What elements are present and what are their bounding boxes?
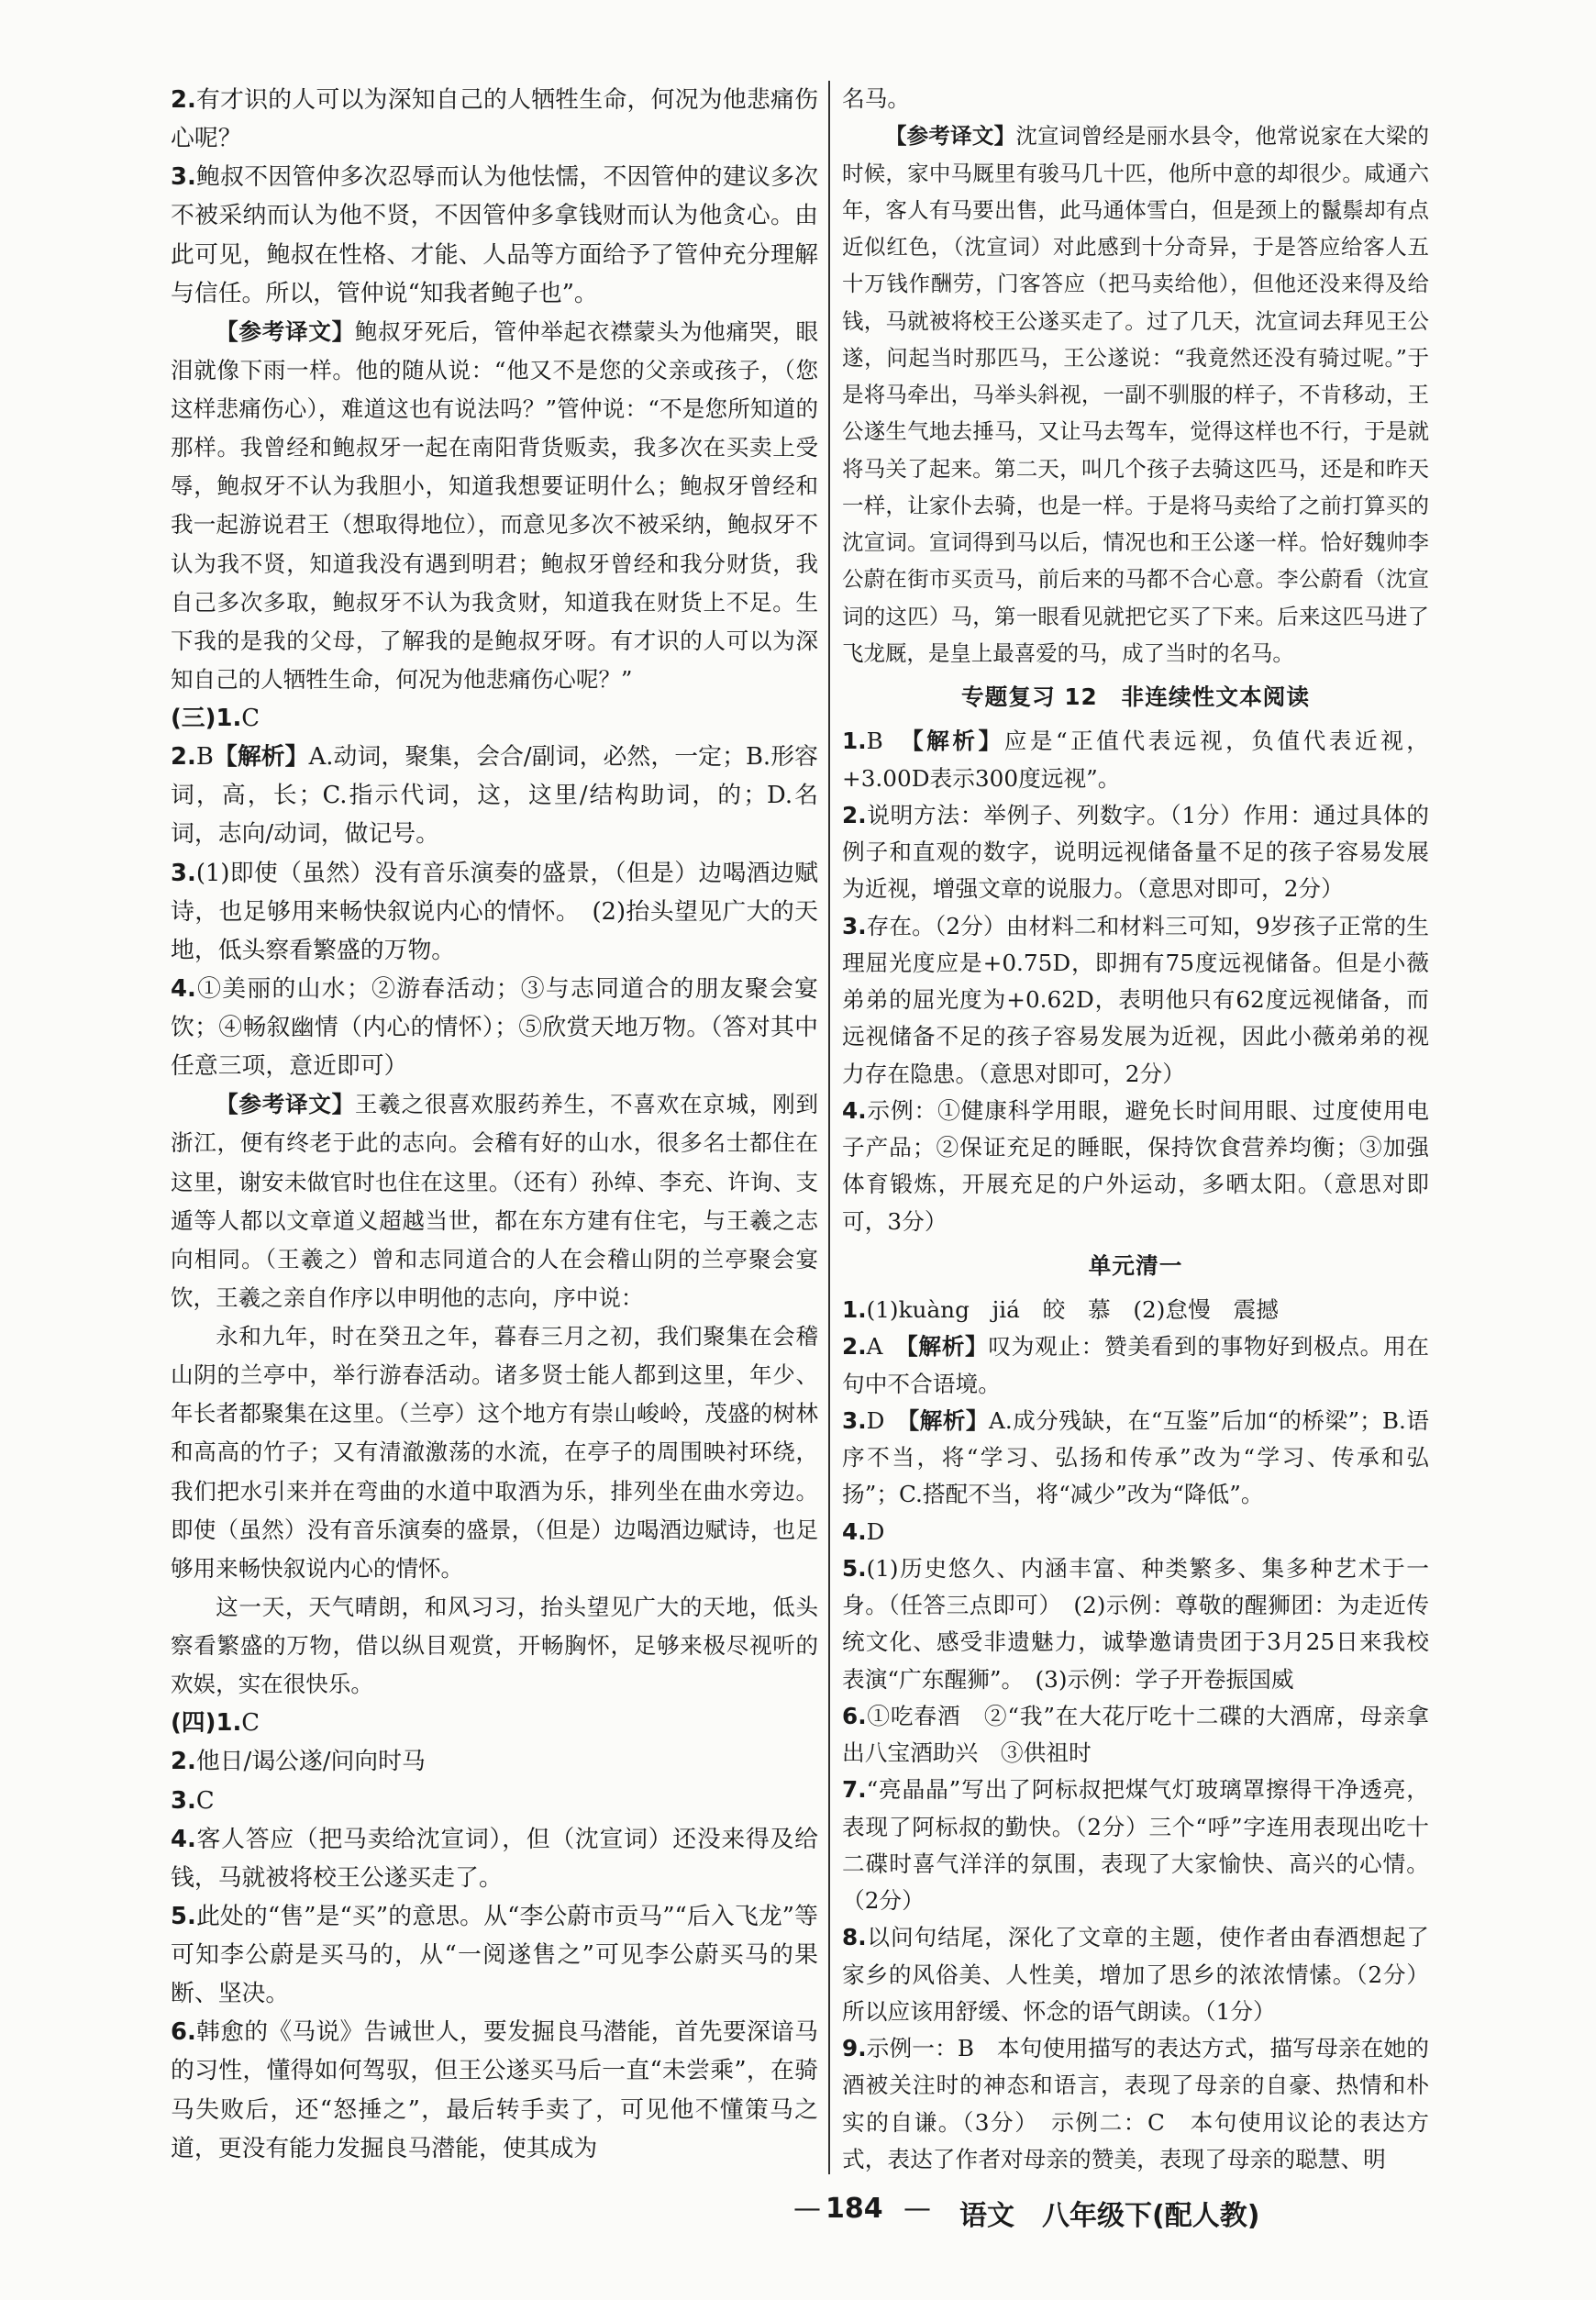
- answer-item: 6.韩愈的《马说》告诫世人，要发掘良马潜能，首先要深谙马的习性，懂得如何驾驭，但王公遂买马后一直“未尝乘”，在骑马失败后，还“怒捶之”，最后转手卖了，可见他不懂策马之道，更没有能力发掘良马潜能，使其成为: [171, 2018, 818, 2162]
- reference-translation: 【参考译文】沈宣词曾经是丽水县令，他常说家在大梁的时候，家中马厩里有骏马几十匹，他所中意的却很少。咸通六年，客人有马要出售，此马通体雪白，但是颈上的鬣鬃却有点近似红色，（沈宣词）对此感到十分奇异，于是答应给客人五十万钱作酬劳，门客答应（把马卖给他），但他还没来得及给钱，马就被将校王公遂买走了。过了几天，沈宣词去拜见王公遂，问起当时那匹马，王公遂说：“我竟然还没有骑过呢。”于是将马牵出，马举头斜视，一副不驯服的样子，不肯移动，王公遂生气地去捶马，又让马去驾车，觉得这样也不行，于是就将马关了起来。第二天，叫几个孩子去骑这匹马，还是和昨天一样，让家仆去骑，也是一样。于是将马卖给了之前打算买的沈宣词。宣词得到马以后，情况也和王公遂一样。恰好魏帅李公蔚在街市买贡马，前后来的马都不合心意。李公蔚看（沈宣词的这匹）马，第一眼看见就把它买了下来。后来这匹马进了飞龙厩，是皇上最喜爱的马，成了当时的名马。: [842, 123, 1430, 666]
- answer-item: 3.(1)即使（虽然）没有音乐演奏的盛景，（但是）边喝酒边赋诗，也足够用来畅快叙说内心的情怀。 (2)抬头望见广大的天地，低头察看繁盛的万物。: [171, 859, 818, 964]
- column-divider: [828, 81, 830, 2174]
- reference-translation: 【参考译文】王羲之很喜欢服药养生，不喜欢在京城，刚到浙江，便有终老于此的志向。会稽有好的山水，很多名士都住在这里，谢安未做官时也住在这里。（还有）孙绰、李充、许询、支遁等人都以文章道义超越当世，都在东方建有住宅，与王羲之志向相同。（王羲之）曾和志同道合的人在会稽山阴的兰亭聚会宴饮，王羲之亲自作序以申明他的志向，序中说：: [171, 1091, 819, 1311]
- page-number: 184: [826, 2193, 883, 2225]
- answer-item: 2.说明方法：举例子、列数字。（1分）作用：通过具体的例子和直观的数字，说明远视储备量不足的孩子容易发展为近视，增强文章的说服力。（意思对即可，2分）: [842, 801, 1429, 903]
- answer-item: 2.B【解析】A.动词，聚集，会合/副词，必然，一定；B.形容词，高，长；C.指示代词，这，这里/结构助词，的；D.名词，志向/动词，做记号。: [171, 743, 818, 849]
- answer-item: 4.示例：①健康科学用眼，避免长时间用眼、过度使用电子产品；②保证充足的睡眠，保持饮食营养均衡；③加强体育锻炼，开展充足的户外运动，多晒太阳。（意思对即可，3分）: [842, 1096, 1429, 1235]
- section-heading: 单元清一: [1088, 1251, 1183, 1279]
- translation-paragraph: 永和九年，时在癸丑之年，暮春三月之初，我们聚集在会稽山阴的兰亭中，举行游春活动。诸多贤士能人都到这里，年少、年长者都聚集在这里。（兰亭）这个地方有崇山峻岭，茂盛的树林和高高的竹子；又有清澈激荡的水流，在亭子的周围映衬环绕，我们把水引来并在弯曲的水道中取酒为乐，排列坐在曲水旁边。即使（虽然）没有音乐演奏的盛景，（但是）边喝酒边赋诗，也足够用来畅快叙说内心的情怀。: [171, 1323, 818, 1582]
- answer-item: (四)1.C: [171, 1709, 260, 1738]
- answer-item: 2.有才识的人可以为深知自己的人牺牲生命，何况为他悲痛伤心呢？: [171, 86, 818, 153]
- translation-paragraph: 这一天，天气晴朗，和风习习，抬头望见广大的天地，低头察看繁盛的万物，借以纵目观赏，开畅胸怀，足够来极尽视听的欢娱，实在很快乐。: [171, 1593, 818, 1698]
- answer-item: 3.存在。（2分）由材料二和材料三可知，9岁孩子正常的生理屈光度应是+0.75D，即拥有75度远视储备。但是小薇弟弟的屈光度为+0.62D，表明他只有62度远视储备，而远视储备不足的孩子容易发展为近视，因此小薇弟弟的视力存在隐患。（意思对即可，2分）: [842, 912, 1429, 1087]
- book-subject: 语文 八年级下(配人教): [959, 2200, 1260, 2232]
- answer-item: 8.以问句结尾，深化了文章的主题，使作者由春酒想起了家乡的风俗美、人性美，增加了思乡的浓浓情愫。（2分）所以应该用舒缓、怀念的语气朗读。（1分）: [842, 1924, 1429, 2025]
- answer-item: 1.B 【解析】应是“正值代表远视，负值代表近视，+3.00D表示300度远视”。: [842, 728, 1429, 792]
- section-heading: 专题复习 12 非连续性文本阅读: [960, 683, 1311, 710]
- answer-item: 3.鲍叔不因管仲多次忍辱而认为他怯懦，不因管仲的建议多次不被采纳而认为他不贤，不因管仲多拿钱财而认为他贪心。由此可见，鲍叔在性格、才能、人品等方面给予了管仲充分理解与信任。所以，管仲说“知我者鲍子也”。: [171, 163, 818, 307]
- answer-item: 7.“亮晶晶”写出了阿标叔把煤气灯玻璃罩擦得干净透亮，表现了阿标叔的勤快。（2分）三个“呼”字连用表现出吃十二碟时喜气洋洋的氛围，表现了大家愉快、高兴的心情。（2分）: [842, 1776, 1429, 1914]
- footer-dash: —: [903, 2193, 931, 2225]
- answer-item: 3.C: [171, 1786, 215, 1815]
- answer-item: 2.A 【解析】叹为观止：赞美看到的事物好到极点。用在句中不合语境。: [842, 1333, 1430, 1397]
- right-column: [842, 81, 1429, 2178]
- answer-item: 5.此处的“售”是“买”的意思。从“李公蔚市贡马”“后入飞龙”等可知李公蔚是买马的，从“一阅遂售之”可见李公蔚买马的果断、坚决。: [171, 1902, 818, 2008]
- answer-item: 2.他日/谒公遂/问向时马: [171, 1748, 426, 1776]
- footer-dash: —: [793, 2193, 821, 2225]
- answer-item: 1.(1)kuàng jiá 皎 慕 (2)怠慢 震撼: [842, 1296, 1279, 1323]
- answer-item: 9.示例一：B 本句使用描写的表达方式，描写母亲在她的酒被关注时的神态和语言，表现了母亲的自豪、热情和朴实的自谦。（3分） 示例二：C 本句使用议论的表达方式，表达了作者对母亲的赞美，表现了母亲的聪慧、明: [842, 2035, 1429, 2172]
- answer-item: 6.①吃春酒 ②“我”在大花厅吃十二碟的大酒席，母亲拿出八宝酒助兴 ③供祖时: [842, 1702, 1429, 1766]
- answer-item: 5.(1)历史悠久、内涵丰富、种类繁多、集多种艺术于一身。（任答三点即可） (2)示例：尊敬的醒狮团：为走近传统文化、感受非遗魅力，诚挚邀请贵团于3月25日来我校表演“广东醒狮”。 (3)示例：学子开卷振国威: [842, 1554, 1429, 1693]
- answer-item: 名马。: [842, 85, 911, 112]
- answer-item: (三)1.C: [171, 705, 260, 732]
- answer-item: 4.客人答应（把马卖给沈宣词），但（沈宣词）还没来得及给钱，马就被将校王公遂买走了。: [171, 1825, 818, 1892]
- left-column: [171, 81, 818, 2168]
- answer-item: 3.D 【解析】A.成分残缺，在“互鉴”后加“的桥梁”；B.语序不当，将“学习、弘扬和传承”改为“学习、传承和弘扬”；C.搭配不当，将“减少”改为“降低”。: [842, 1406, 1429, 1508]
- answer-item: 4.D: [842, 1517, 885, 1545]
- reference-translation: 【参考译文】鲍叔牙死后，管仲举起衣襟蒙头为他痛哭，眼泪就像下雨一样。他的随从说：“他又不是您的父亲或孩子，（您这样悲痛伤心），难道这也有说法吗？”管仲说：“不是您所知道的那样。我曾经和鲍叔牙一起在南阳背货贩卖，我多次在买卖上受辱，鲍叔牙不认为我胆小，知道我想要证明什么；鲍叔牙曾经和我一起游说君王（想取得地位），而意见多次不被采纳，鲍叔牙不认为我不贤，知道我没有遇到明君；鲍叔牙曾经和我分财货，我自己多次多取，鲍叔牙不认为我贪财，知道我在财货上不足。生下我的是我的父母，了解我的是鲍叔牙呀。有才识的人可以为深知自己的人牺牲生命，何况为他悲痛伤心呢？”: [171, 317, 819, 693]
- answer-item: 4.①美丽的山水；②游春活动；③与志同道合的朋友聚会宴饮；④畅叙幽情（内心的情怀）；⑤欣赏天地万物。（答对其中任意三项，意近即可）: [171, 974, 818, 1081]
